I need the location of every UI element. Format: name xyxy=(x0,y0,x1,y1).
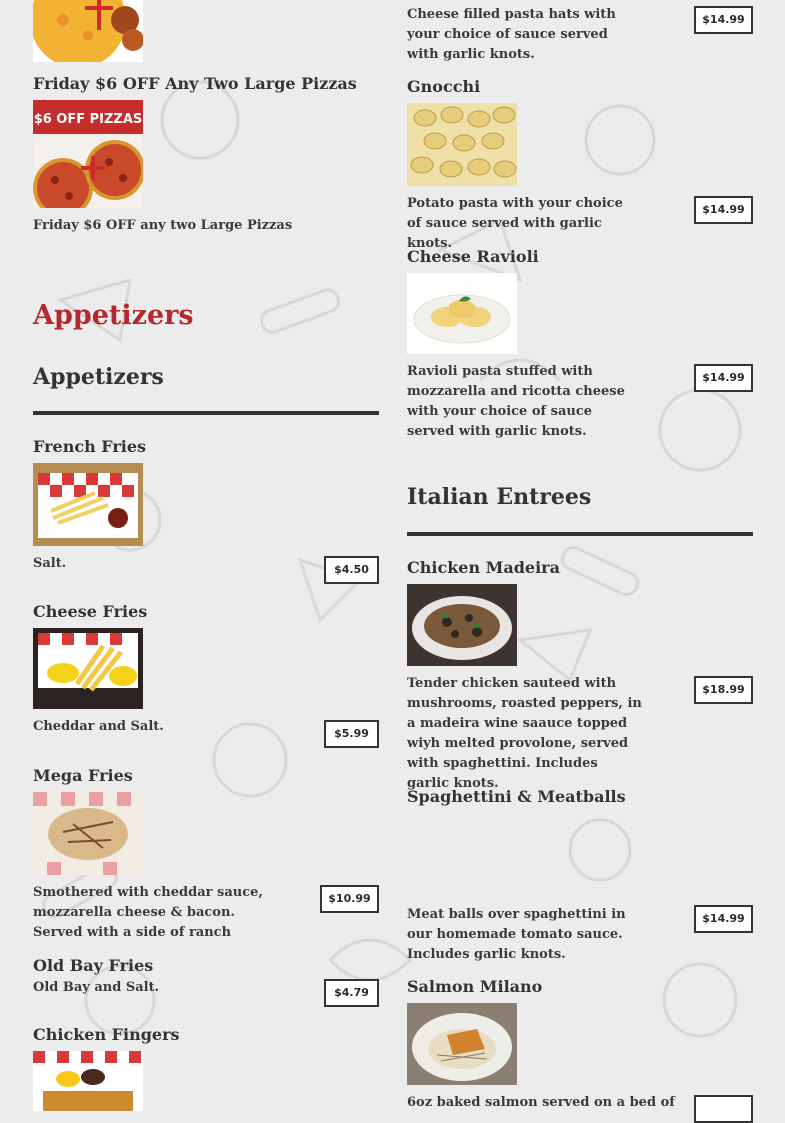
cheese-ravioli-image xyxy=(407,273,517,354)
menu-item-chicken-fingers[interactable] xyxy=(33,1025,379,1111)
price-button[interactable]: $10.99 xyxy=(320,885,379,913)
item-name: French Fries xyxy=(33,437,147,456)
cheese-fries-image xyxy=(33,628,143,709)
menu-item-chicken-madeira[interactable] xyxy=(407,558,753,794)
promo-description: Friday $6 OFF any two Large Pizzas xyxy=(33,218,293,233)
promo-pizza-image xyxy=(33,100,143,208)
pizza-wings-image xyxy=(33,0,143,62)
promo-item[interactable] xyxy=(33,74,379,236)
item-description: Meat balls over spaghettini in our homemade tomato sauce. Includes garlic knots. xyxy=(407,907,626,962)
menu-item-mega-fries[interactable] xyxy=(33,766,379,943)
item-description: 6oz baked salmon served on a bed of xyxy=(407,1095,675,1110)
item-description: Smothered with cheddar sauce, mozzarella cheese & bacon. Served with a side of ranch xyxy=(33,885,263,940)
promo-partial-image xyxy=(33,0,379,66)
section-divider xyxy=(407,532,753,536)
section-divider xyxy=(33,411,379,415)
item-description: Old Bay and Salt. xyxy=(33,980,160,995)
item-description: Potato pasta with your choice of sauce served with garlic knots. xyxy=(407,196,623,251)
menu-item-cheese-tortellini[interactable] xyxy=(407,5,753,65)
italian-entrees-heading: Italian Entrees xyxy=(407,484,592,510)
appetizers-sub-heading: Appetizers xyxy=(33,364,164,390)
item-name: Chicken Madeira xyxy=(407,558,560,577)
price-button[interactable]: $4.50 xyxy=(324,556,379,584)
item-name: Spaghettini & Meatballs xyxy=(407,787,626,806)
chicken-madeira-image xyxy=(407,584,517,666)
item-name: Mega Fries xyxy=(33,766,133,785)
price-button[interactable]: $14.99 xyxy=(694,364,753,392)
item-name: Cheese Fries xyxy=(33,602,148,621)
salmon-milano-image xyxy=(407,1003,517,1085)
item-name: Old Bay Fries xyxy=(33,956,154,975)
item-description: Cheddar and Salt. xyxy=(33,719,164,734)
chicken-fingers-image xyxy=(33,1051,143,1111)
menu-item-old-bay-fries[interactable] xyxy=(33,956,379,998)
promo-title: Friday $6 OFF Any Two Large Pizzas xyxy=(33,74,357,93)
item-name: Chicken Fingers xyxy=(33,1025,180,1044)
mega-fries-image xyxy=(33,792,143,875)
price-button[interactable]: $14.99 xyxy=(694,905,753,933)
price-button[interactable]: $18.99 xyxy=(694,676,753,704)
item-description: Tender chicken sauteed with mushrooms, roasted peppers, in a madeira wine saauce topped wiyh melted provolone, served with spaghettini. Includes garlic knots. xyxy=(407,676,642,791)
menu-item-cheese-fries[interactable] xyxy=(33,602,379,740)
item-description: Salt. xyxy=(33,556,67,571)
item-name: Cheese Ravioli xyxy=(407,247,539,266)
item-name: Salmon Milano xyxy=(407,977,543,996)
menu-item-cheese-ravioli[interactable] xyxy=(407,247,753,442)
item-description: Ravioli pasta stuffed with mozzarella and ricotta cheese with your choice of sauce served with garlic knots. xyxy=(407,364,625,439)
menu-item-salmon-milano[interactable] xyxy=(407,977,753,1113)
price-button[interactable]: $5.99 xyxy=(324,720,379,748)
menu-item-gnocchi[interactable] xyxy=(407,77,753,254)
item-name: Gnocchi xyxy=(407,77,481,96)
menu-item-spaghettini-meatballs[interactable] xyxy=(407,787,753,965)
appetizers-section-heading: Appetizers xyxy=(33,300,194,331)
menu-item-french-fries[interactable] xyxy=(33,437,379,574)
price-button[interactable]: $14.99 xyxy=(694,6,753,34)
promo-banner-text: $6 OFF PIZZAS xyxy=(33,112,143,127)
price-button[interactable]: $4.79 xyxy=(324,979,379,1007)
french-fries-image xyxy=(33,463,143,546)
price-button[interactable]: $14.99 xyxy=(694,196,753,224)
gnocchi-image xyxy=(407,103,517,186)
price-button[interactable] xyxy=(694,1095,753,1123)
item-description: Cheese filled pasta hats with your choice of sauce served with garlic knots. xyxy=(407,7,616,62)
